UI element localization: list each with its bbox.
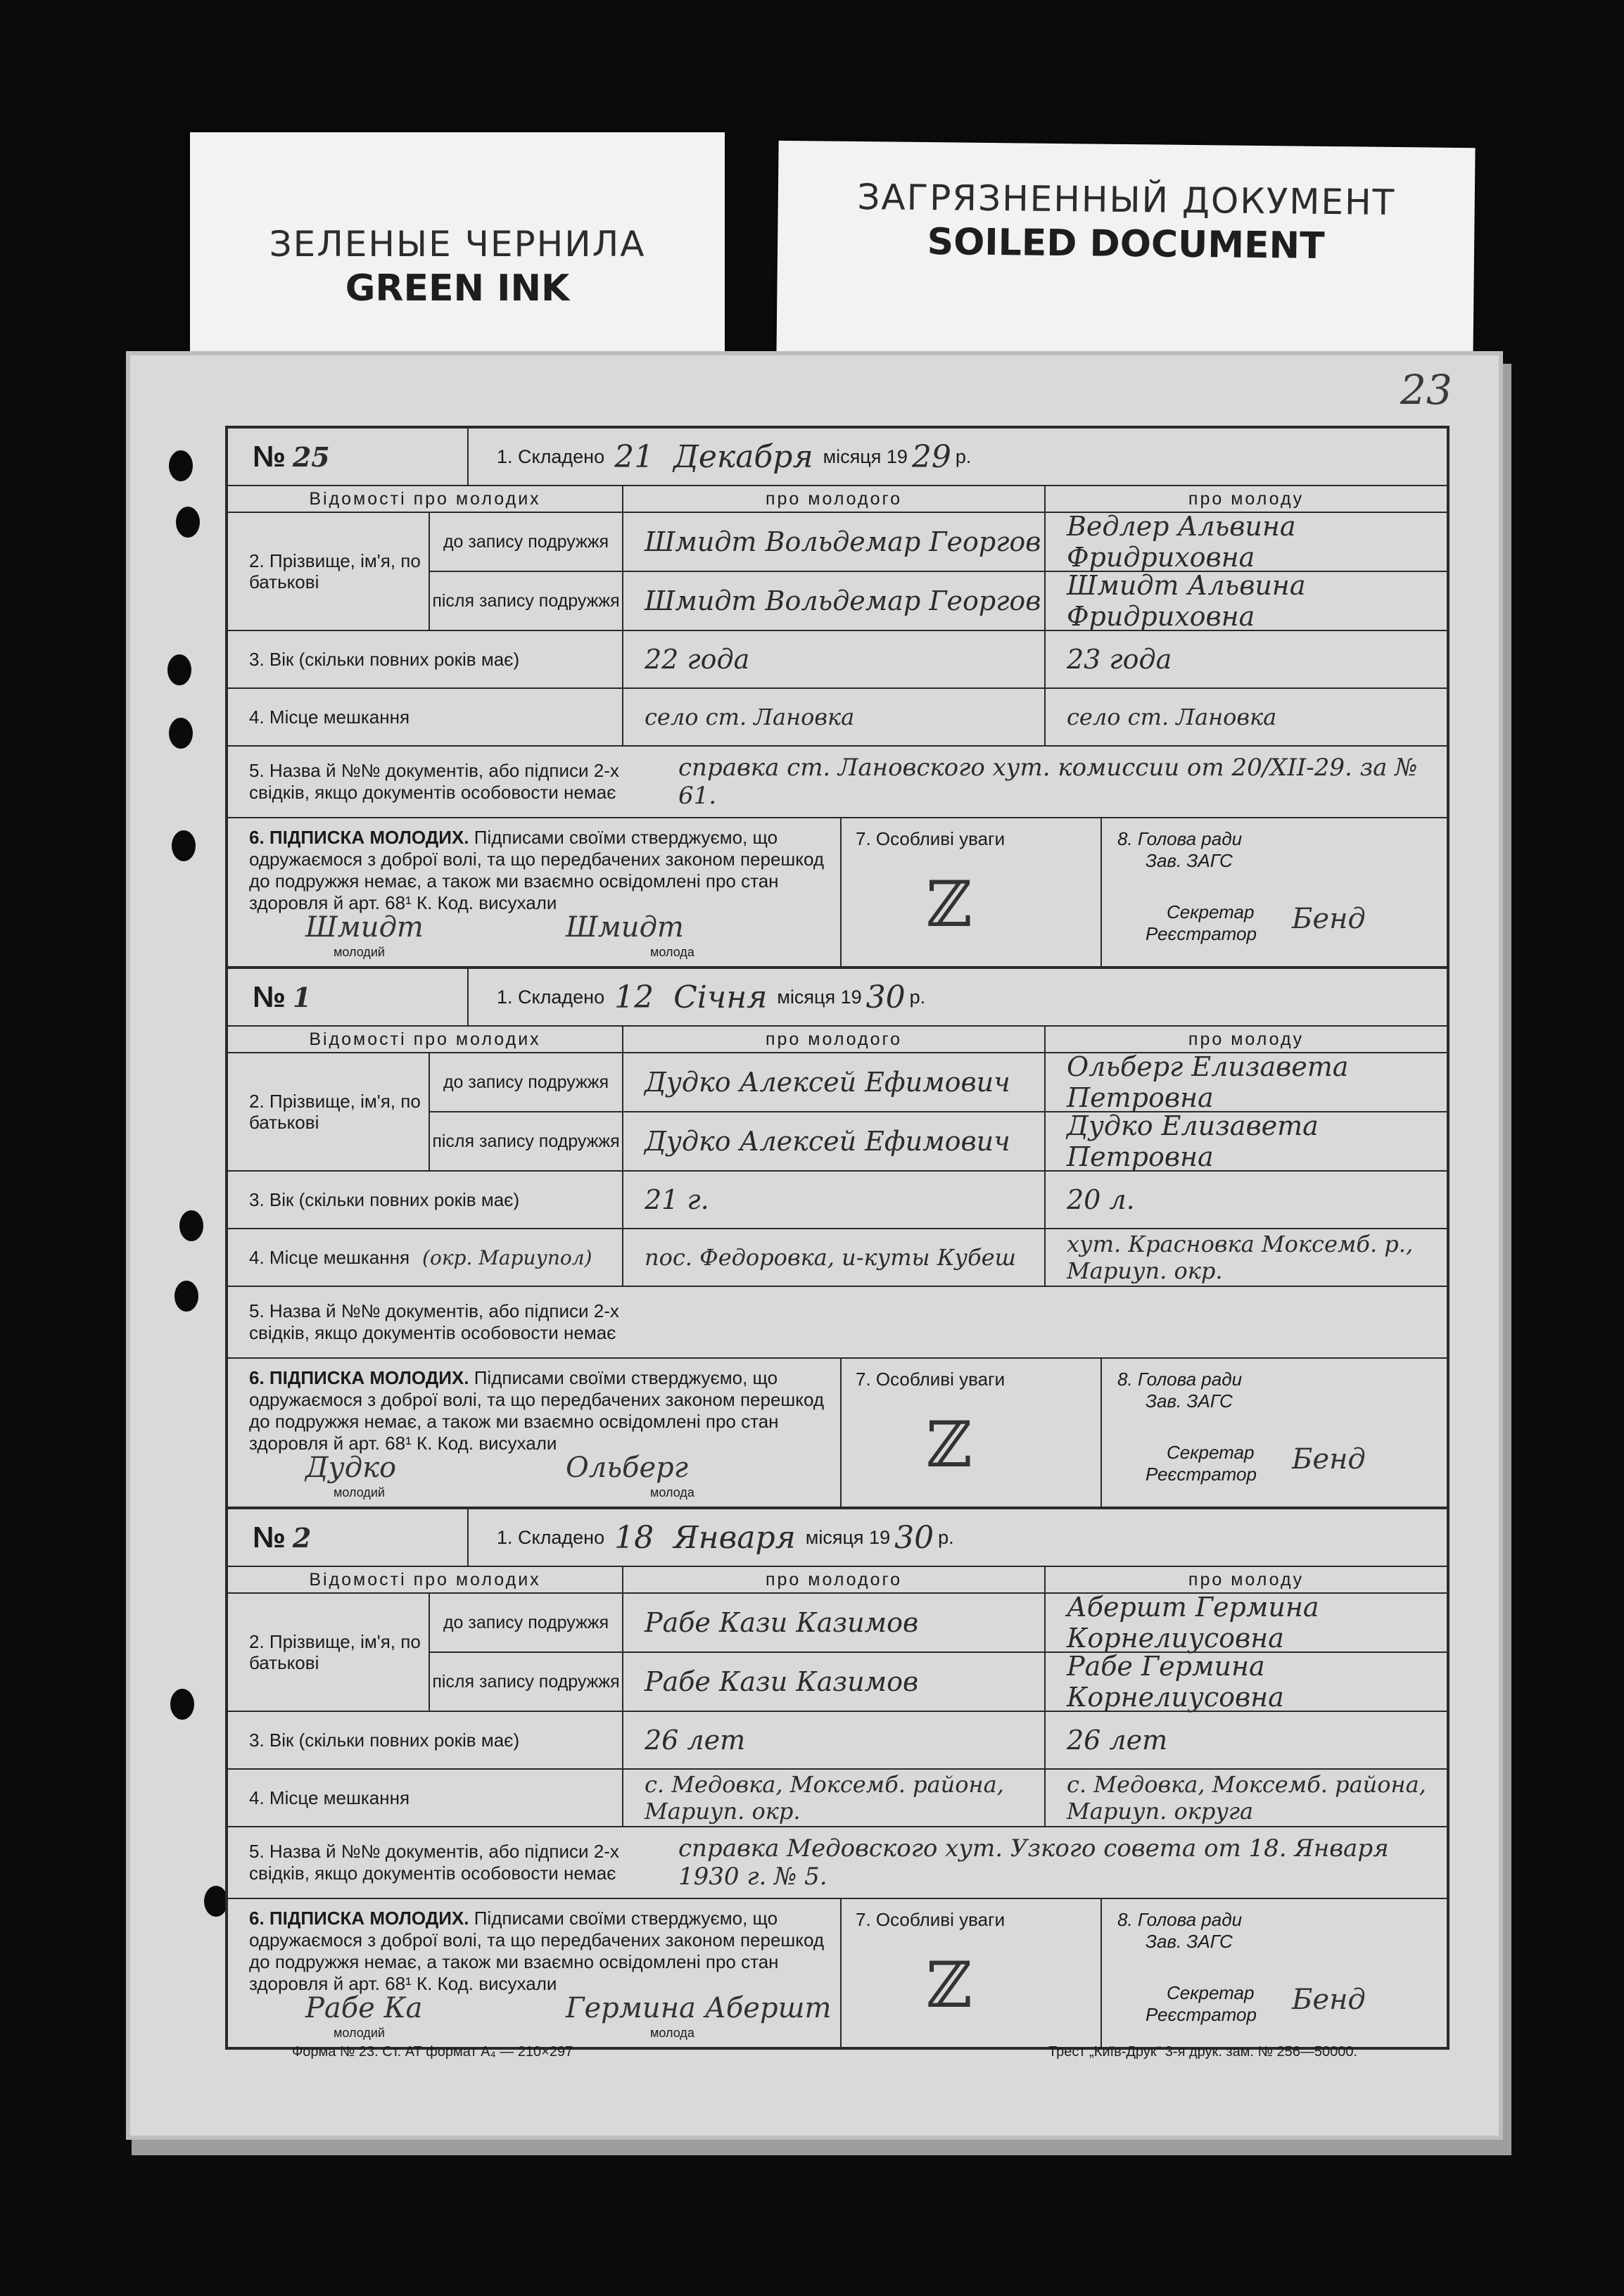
couple-signatures [228,1359,840,1507]
entry-number-value: 25 [292,440,330,473]
month-label: місяця 19 [805,1526,891,1548]
bride-name-after: Дудко Елизавета Петровна [1067,1110,1319,1172]
secretary-label: Секретар [1167,901,1255,922]
year-suffix: р. [938,1526,954,1548]
head-label: 8. Голова ради [1117,1909,1243,1930]
page-number: 23 [1400,366,1452,414]
groom-name-after: Рабе Кази Казимов [645,1666,919,1697]
age-label: 3. Вік (скільки повних років має) [249,648,520,670]
date-compiled [467,969,1447,1025]
notes-label: 7. Особливі уваги [856,1909,1006,1930]
month-value: Января [673,1519,796,1556]
marriage-entry [228,969,1447,1509]
header-groom: про молодого [622,1567,1044,1592]
documents-value: справка Медовского хут. Узкого совета от 18. Января 1930 г. № 5. [678,1834,1389,1891]
documents-label: 5. Назва й №№ документів, або підписи 2-х свідків, якщо документів особовости немає [249,1841,619,1884]
bride-signature: Ольберг [566,1452,688,1484]
entry-number [228,429,467,485]
header-bride: про молоду [1044,1027,1447,1052]
header-couple: Відомості про молодих [309,1029,541,1049]
registrar-label: Реєстратор [1146,923,1257,944]
bride-name-after: Рабе Гермина Корнелиусовна [1067,1651,1284,1713]
special-notes [840,1899,1100,2047]
special-notes [840,818,1100,966]
documents-value: справка ст. Лановского хут. комиссии от 20/XII-29. за № 61. [678,754,1418,810]
name-label: 2. Прізвище, ім'я, по батькові [249,550,421,592]
name-label: 2. Прізвище, ім'я, по батькові [249,1091,421,1133]
secretary-label: Секретар [1167,1982,1255,2003]
notes-mark-icon: ℤ [926,1948,972,2022]
registrar-label: Реєстратор [1146,1464,1257,1485]
groom-residence: с. Медовка, Моксемб. района, Мариуп. окр. [622,1770,1044,1826]
groom-signature: Дудко [305,1452,397,1484]
couple-signatures [228,1899,840,2047]
after-label: після запису подружжя [432,590,620,611]
header-couple: Відомості про молодих [309,488,541,509]
official-signature: Бенд [1292,1984,1366,2016]
documents-label: 5. Назва й №№ документів, або підписи 2-х свідків, якщо документів особовости немає [249,760,619,803]
secretary-label: Секретар [1167,1442,1255,1463]
name-label: 2. Прізвище, ім'я, по батькові [249,1631,421,1673]
notes-label: 7. Особливі уваги [856,1369,1006,1390]
year-value: 29 [911,438,951,475]
green-ink-ru: ЗЕЛЕНЫЕ ЧЕРНИЛА [269,224,646,265]
zags-label: Зав. ЗАГС [1146,1931,1233,1952]
groom-signature: Рабе Ка [305,1992,423,2024]
soiled-en: SOILED DOCUMENT [927,221,1325,267]
groom-signature: Шмидт [305,911,424,944]
date-compiled [467,1509,1447,1566]
green-ink-en: GREEN INK [345,267,570,310]
compiled-label: 1. Складено [497,1526,605,1548]
official-signature: Бенд [1292,903,1366,935]
groom-age: 22 года [622,631,1044,687]
green-ink-label [190,132,725,357]
marriage-register-form [225,426,1449,2050]
month-value: Січня [673,979,768,1015]
bride-sig-label: молода [650,2026,694,2040]
header-bride: про молоду [1044,1567,1447,1592]
official-block [1100,818,1447,966]
header-groom: про молодого [622,486,1044,512]
head-label: 8. Голова ради [1117,1369,1243,1390]
groom-age: 26 лет [622,1712,1044,1768]
residence-label: 4. Місце мешкання [249,706,410,728]
residence-note: (окр. Мариупол) [422,1245,592,1269]
punch-hole [167,654,191,685]
bride-name-after: Шмидт Альвина Фридриховна [1067,570,1306,632]
soiled-ru: ЗАГРЯЗНЕННЫЙ ДОКУМЕНТ [857,177,1396,224]
marriage-entry [228,1509,1447,2047]
day-value: 12 [614,979,654,1015]
header-bride: про молоду [1044,486,1447,512]
year-suffix: р. [955,445,972,467]
groom-name-before: Дудко Алексей Ефимович [645,1067,1010,1098]
bride-signature: Шмидт [566,911,684,944]
residence-label: 4. Місце мешкання [249,1787,410,1808]
sig-title: 6. ПІДПИСКА МОЛОДИХ. [249,1367,469,1388]
punch-hole [179,1210,203,1241]
special-notes [840,1359,1100,1507]
after-label: після запису подружжя [432,1671,620,1692]
soiled-document-label [776,141,1475,366]
year-value: 30 [894,1519,934,1556]
documents-value [650,1287,1447,1357]
groom-sig-label: молодий [334,945,385,959]
year-value: 30 [865,979,906,1015]
groom-sig-label: молодий [334,2026,385,2040]
entry-number-value: 1 [292,981,312,1013]
entry-number [228,1509,467,1566]
before-label: до запису подружжя [443,1612,609,1632]
form-footer-left: Форма № 23. Ст. АТ формат А₄ — 210×297 [292,2044,573,2060]
month-label: місяця 19 [777,986,862,1008]
bride-residence: с. Медовка, Моксемб. района, Мариуп. округа [1044,1770,1447,1826]
age-label: 3. Вік (скільки повних років має) [249,1188,520,1210]
month-label: місяця 19 [823,445,908,467]
groom-residence: село ст. Лановка [622,689,1044,745]
punch-hole [169,450,193,481]
punch-hole [169,718,193,749]
number-sign: № [253,440,286,473]
bride-signature: Гермина Абершт [566,1992,832,2024]
sig-title: 6. ПІДПИСКА МОЛОДИХ. [249,1908,469,1929]
header-couple: Відомості про молодих [309,1569,541,1590]
date-compiled [467,429,1447,485]
bride-residence: хут. Красновка Моксемб. р., Мариуп. окр. [1044,1229,1447,1286]
official-signature: Бенд [1292,1443,1366,1476]
head-label: 8. Голова ради [1117,828,1243,849]
number-sign: № [253,1521,286,1554]
bride-sig-label: молода [650,945,694,959]
punch-hole [175,1281,198,1312]
compiled-label: 1. Складено [497,445,605,467]
official-block [1100,1359,1447,1507]
before-label: до запису подружжя [443,1072,609,1092]
bride-name-before: Абершт Гермина Корнелиусовна [1067,1592,1319,1654]
bride-sig-label: молода [650,1485,694,1499]
before-label: до запису подружжя [443,531,609,552]
groom-name-after: Шмидт Вольдемар Георгов [645,585,1041,616]
zags-label: Зав. ЗАГС [1146,1390,1233,1412]
couple-signatures [228,818,840,966]
number-sign: № [253,980,286,1013]
groom-sig-label: молодий [334,1485,385,1499]
compiled-label: 1. Складено [497,986,605,1008]
notes-mark-icon: ℤ [926,1408,972,1482]
notes-label: 7. Особливі уваги [856,828,1006,849]
month-value: Декабря [673,438,813,475]
zags-label: Зав. ЗАГС [1146,850,1233,871]
day-value: 18 [614,1519,654,1556]
bride-age: 20 л. [1044,1172,1447,1228]
groom-age: 21 г. [622,1172,1044,1228]
bride-age: 23 года [1044,631,1447,687]
age-label: 3. Вік (скільки повних років має) [249,1729,520,1751]
groom-name-before: Шмидт Вольдемар Георгов [645,526,1041,557]
groom-name-after: Дудко Алексей Ефимович [645,1126,1010,1157]
bride-residence: село ст. Лановка [1044,689,1447,745]
official-block [1100,1899,1447,2047]
punch-hole [204,1886,228,1917]
sig-text: Підписами своїми стверджуємо, що одружаємося з доброї волі, та що передбачених законом перешкод до подружжя немає, а також ми взаємно освідомлені про стан здоровля й арт. 68¹ К. Код. висухали [249,1908,825,1994]
entry-number [228,969,467,1025]
punch-hole [172,830,196,861]
punch-hole [176,507,200,538]
marriage-entry [228,429,1447,969]
residence-label: 4. Місце мешкання [249,1246,410,1268]
bride-name-before: Ведлер Альвина Фридриховна [1067,511,1296,573]
day-value: 21 [614,438,654,475]
sig-title: 6. ПІДПИСКА МОЛОДИХ. [249,827,469,848]
year-suffix: р. [909,986,926,1008]
bride-age: 26 лет [1044,1712,1447,1768]
notes-mark-icon: ℤ [926,868,972,941]
groom-residence: пос. Федоровка, и-куты Кубеш [622,1229,1044,1286]
bride-name-before: Ольберг Елизавета Петровна [1067,1051,1349,1113]
documents-label: 5. Назва й №№ документів, або підписи 2-х свідків, якщо документів особовости немає [249,1300,619,1343]
groom-name-before: Рабе Кази Казимов [645,1607,919,1638]
registrar-label: Реєстратор [1146,2004,1257,2025]
form-footer-right: Трест „Київ-Друк“ 3-я друк. зам. № 256—50000. [1048,2044,1358,2060]
punch-hole [170,1689,194,1720]
after-label: після запису подружжя [432,1131,620,1151]
entry-number-value: 2 [292,1521,312,1554]
header-groom: про молодого [622,1027,1044,1052]
sig-text: Підписами своїми стверджуємо, що одружаємося з доброї волі, та що передбачених законом перешкод до подружжя немає, а також ми взаємно освідомлені про стан здоровля й арт. 68¹ К. Код. висухали [249,827,825,913]
sig-text: Підписами своїми стверджуємо, що одружаємося з доброї волі, та що передбачених законом перешкод до подружжя немає, а також ми взаємно освідомлені про стан здоровля й арт. 68¹ К. Код. висухали [249,1367,825,1454]
